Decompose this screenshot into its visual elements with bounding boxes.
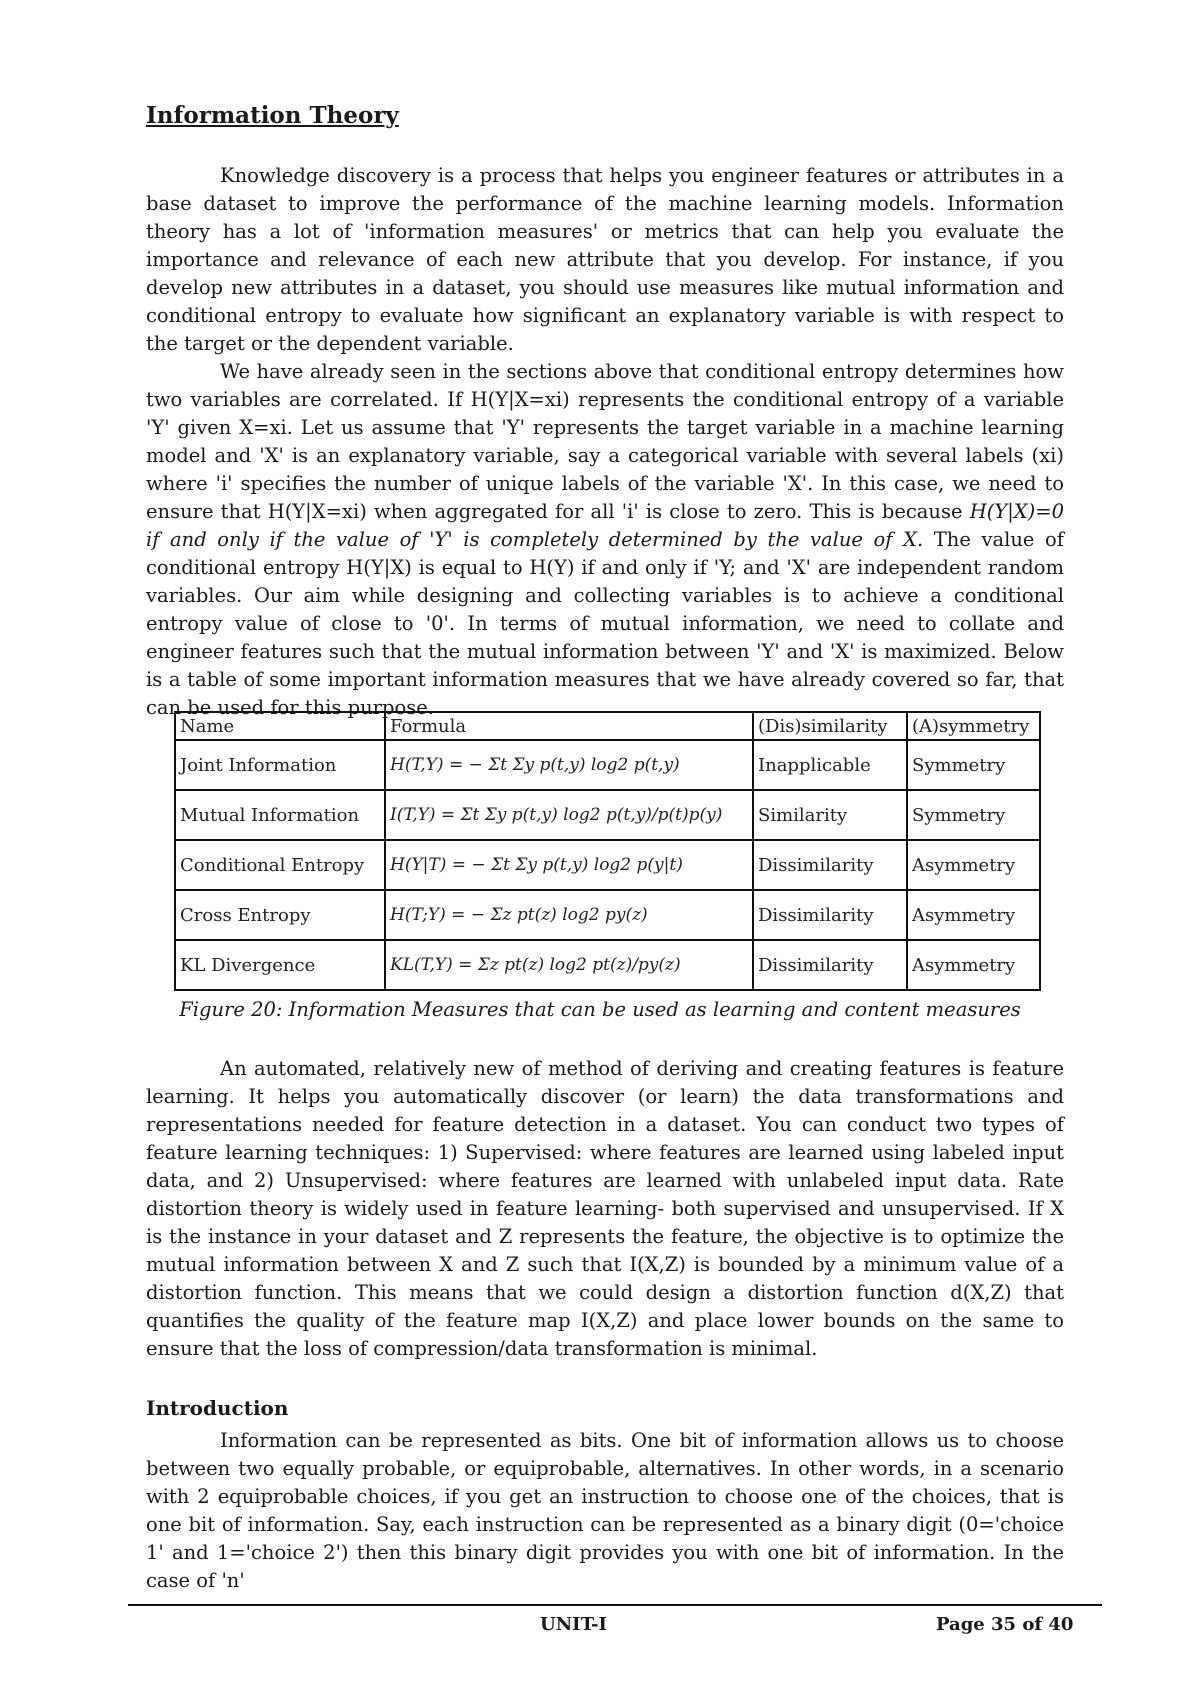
cell-symmetry: Asymmetry xyxy=(907,890,1040,940)
cell-name: Joint Information xyxy=(175,740,385,790)
table-row xyxy=(175,940,1040,990)
cell-similarity: Dissimilarity xyxy=(753,890,907,940)
cell-symmetry: Symmetry xyxy=(907,740,1040,790)
table-row xyxy=(175,790,1040,840)
column-header-symmetry: (A)symmetry xyxy=(907,712,1040,740)
paragraph-text: An automated, relatively new of method of deriving and creating features is feature learning. It helps you automatically discover (or learn) the data transformations and representations needed for feature detection in a dataset. You can conduct two types of feature learning techniques: 1) Supervised: where features are learned using labeled input data, and 2) Unsupervised: where features are learned with unlabeled input data. Rate distortion theory is widely used in feature learning- both supervised and unsupervised. If X is the instance in your dataset and Z represents the feature, the objective is to optimize the mutual information between X and Z such that I(X,Z) is bounded by a minimum value of a distortion function. This means that we could design a distortion function d(X,Z) that quantifies the quality of the feature map I(X,Z) and place lower bounds on the same to ensure that the loss of compression/data transformation is minimal. xyxy=(146,1057,1064,1360)
page-title: Information Theory xyxy=(146,102,399,129)
cell-name: KL Divergence xyxy=(175,940,385,990)
paragraph-introduction xyxy=(146,1427,1064,1595)
footer-divider xyxy=(128,1604,1102,1606)
cell-similarity: Similarity xyxy=(753,790,907,840)
column-header-formula: Formula xyxy=(385,712,753,740)
emphasis-text: H(Y|X)=0 if and only if the value of 'Y' is completely determined by the value of X. xyxy=(146,500,1064,551)
column-header-similarity: (Dis)similarity xyxy=(753,712,907,740)
cell-formula: H(Y|T) = − Σt Σy p(t,y) log2 p(y|t) xyxy=(385,840,753,890)
table-row xyxy=(175,840,1040,890)
table-row xyxy=(175,740,1040,790)
table-row xyxy=(175,890,1040,940)
cell-similarity: Dissimilarity xyxy=(753,840,907,890)
cell-formula: I(T,Y) = Σt Σy p(t,y) log2 p(t,y)/p(t)p(y) xyxy=(385,790,753,840)
paragraph-text: Information can be represented as bits. One bit of information allows us to choose between two equally probable, or equiprobable, alternatives. In other words, in a scenario with 2 equiprobable choices, if you get an instruction to choose one of the choices, that is one bit of information. Say, each instruction can be represented as a binary digit (0='choice 1' and 1='choice 2') then this binary digit provides you with one bit of information. In the case of 'n' xyxy=(146,1429,1064,1592)
cell-formula: H(T,Y) = − Σt Σy p(t,y) log2 p(t,y) xyxy=(385,740,753,790)
cell-formula: KL(T,Y) = Σz pt(z) log2 pt(z)/py(z) xyxy=(385,940,753,990)
footer-page-number: Page 35 of 40 xyxy=(936,1614,1074,1635)
section-heading-introduction: Introduction xyxy=(146,1396,289,1420)
paragraph-knowledge-discovery xyxy=(146,162,1064,358)
information-measures-table xyxy=(174,711,1041,991)
paragraph-text: Knowledge discovery is a process that helps you engineer features or attributes in a base dataset to improve the performance of the machine learning models. Information theory has a lot of 'information measures' or metrics that can help you evaluate the importance and relevance of each new attribute that you develop. For instance, if you develop new attributes in a dataset, you should use measures like mutual information and conditional entropy to evaluate how significant an explanatory variable is with respect to the target or the dependent variable. xyxy=(146,164,1064,355)
cell-symmetry: Symmetry xyxy=(907,790,1040,840)
cell-formula: H(T;Y) = − Σz pt(z) log2 py(z) xyxy=(385,890,753,940)
cell-name: Conditional Entropy xyxy=(175,840,385,890)
column-header-name: Name xyxy=(175,712,385,740)
cell-symmetry: Asymmetry xyxy=(907,840,1040,890)
cell-similarity: Inapplicable xyxy=(753,740,907,790)
cell-name: Cross Entropy xyxy=(175,890,385,940)
paragraph-conditional-entropy xyxy=(146,358,1064,722)
paragraph-text: The value of conditional entropy H(Y|X) is equal to H(Y) if and only if 'Y; and 'X' are independent random variables. Our aim while designing and collecting variables is to achieve a conditional entropy value of close to '0'. In terms of mutual information, we need to collate and engineer features such that the mutual information between 'Y' and 'X' is maximized. Below is a table of some important information measures that we have already covered so far, that can be used for this purpose. xyxy=(146,528,1064,719)
cell-symmetry: Asymmetry xyxy=(907,940,1040,990)
cell-similarity: Dissimilarity xyxy=(753,940,907,990)
paragraph-text: We have already seen in the sections above that conditional entropy determines how two variables are correlated. If H(Y|X=xi) represents the conditional entropy of a variable 'Y' given X=xi. Let us assume that 'Y' represents the target variable in a machine learning model and 'X' is an explanatory variable, say a categorical variable with several labels (xi) where 'i' specifies the number of unique labels of the variable 'X'. In this case, we need to ensure that H(Y|X=xi) when aggregated for all 'i' is close to zero. This is because xyxy=(146,360,1064,523)
figure-caption: Figure 20: Information Measures that can be used as learning and content measures xyxy=(179,998,1021,1021)
table-header-row xyxy=(175,712,1040,740)
footer-unit-label: UNIT-I xyxy=(540,1614,607,1635)
paragraph-feature-learning xyxy=(146,1055,1064,1363)
cell-name: Mutual Information xyxy=(175,790,385,840)
